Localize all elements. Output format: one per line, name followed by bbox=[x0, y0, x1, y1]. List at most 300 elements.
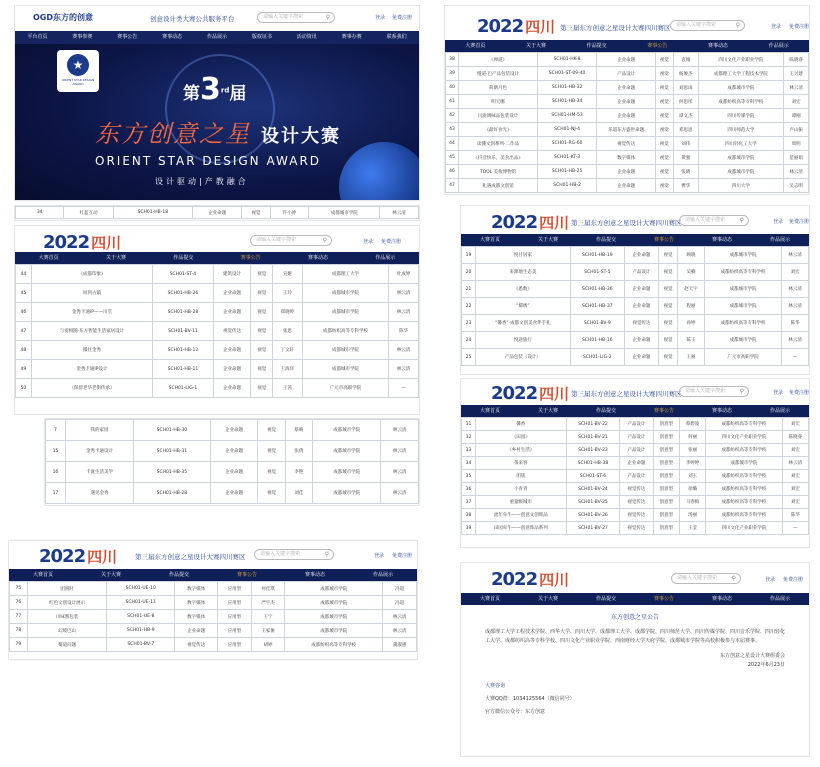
cell-author: 许小婷 bbox=[270, 207, 309, 219]
region-header bbox=[461, 379, 809, 405]
login-link[interactable]: 登录 bbox=[773, 219, 784, 225]
cell-no: 21 bbox=[462, 281, 476, 298]
register-link[interactable]: 免费注册 bbox=[783, 577, 804, 583]
nav-item-about[interactable]: 关于大赛 bbox=[537, 408, 558, 414]
notice-org: 东方创意之星设计大赛组委会 bbox=[719, 653, 785, 659]
cell-school: 成都城市学院 bbox=[698, 165, 784, 179]
cell-code: SCH01-NJ-4 bbox=[537, 123, 596, 137]
nav-item-works[interactable]: 作品展示 bbox=[769, 596, 790, 602]
register-link[interactable]: 免费注册 bbox=[392, 15, 413, 21]
cell-work: 《田园》 bbox=[475, 431, 566, 444]
nav-item-about[interactable]: 关于大赛 bbox=[537, 596, 558, 602]
cell-author: 徐璐 bbox=[679, 483, 705, 496]
cell-school: 四川传媒学院 bbox=[698, 109, 784, 123]
cell-author: 何思彤 bbox=[673, 95, 698, 109]
search-icon[interactable]: ⚲ bbox=[735, 22, 740, 29]
cell-teacher: 林云清 bbox=[389, 303, 419, 322]
register-link[interactable]: 免费注册 bbox=[789, 24, 810, 30]
cell-author: 邓思思 bbox=[673, 123, 698, 137]
table-row bbox=[46, 441, 419, 462]
cell-code: SCH01-LIG-1 bbox=[153, 379, 213, 398]
cell-code: SCH01-HB-18 bbox=[113, 207, 192, 219]
cell-author: 王丽 bbox=[678, 349, 705, 366]
region-logo[interactable]: 2022 四川 bbox=[491, 383, 570, 404]
nav-item-submit[interactable]: 作品提交 bbox=[595, 237, 616, 243]
register-link[interactable]: 免费注册 bbox=[381, 239, 402, 245]
search-input[interactable]: 请输入关键字搜索 ⚲ bbox=[670, 20, 745, 31]
cell-code: SCH01-ST-6 bbox=[566, 470, 619, 483]
cell-work: 金秀卡通IP设计 bbox=[31, 360, 152, 379]
cell-code: SCH01-HB-12 bbox=[153, 341, 213, 360]
cell-no: 49 bbox=[16, 360, 32, 379]
cell-code: SCH01-HB-32 bbox=[537, 81, 596, 95]
cell-teacher: 杜成婷 bbox=[389, 265, 419, 284]
cell-school: 四川大学 bbox=[698, 179, 784, 193]
nav-item-submit[interactable]: 作品提交 bbox=[168, 572, 189, 578]
nav-item-works[interactable]: 作品展示 bbox=[769, 237, 790, 243]
search-icon[interactable]: ⚲ bbox=[731, 575, 736, 582]
cell-school: 成都城市学院 bbox=[698, 151, 784, 165]
cell-category: 数字媒体 bbox=[175, 596, 218, 610]
cell-work: 礼遇成都文创馆 bbox=[459, 179, 538, 193]
table-row bbox=[446, 95, 809, 109]
nav-item-works[interactable]: 作品展示 bbox=[372, 572, 393, 578]
nav-item-host[interactable]: 赛事办赛 bbox=[341, 34, 362, 40]
search-input[interactable]: 请输入关键字搜索 ⚲ bbox=[250, 235, 332, 246]
cell-teacher: 林云清 bbox=[381, 462, 419, 483]
cell-type: 创意型 bbox=[653, 431, 679, 444]
cell-school: 成都城市学院 bbox=[285, 596, 383, 610]
cell-teacher: 林云清 bbox=[389, 360, 419, 379]
cell-category: 企业命题 bbox=[175, 624, 218, 638]
cell-no: 38 bbox=[462, 509, 476, 522]
region-header bbox=[461, 563, 809, 593]
nav-item-news[interactable]: 赛事动态 bbox=[711, 408, 732, 414]
nav-item-about[interactable]: 关于大赛 bbox=[100, 572, 121, 578]
cell-no: 48 bbox=[16, 341, 32, 360]
cell-type: 视觉 bbox=[251, 379, 273, 398]
nav-item-participate[interactable]: 赛事参赛 bbox=[72, 34, 93, 40]
cell-teacher: 林云清 bbox=[383, 610, 417, 624]
table-row bbox=[46, 462, 419, 483]
nav-item-news[interactable]: 赛事动态 bbox=[708, 43, 729, 49]
cell-school: 成都城市学院 bbox=[706, 457, 782, 470]
cell-author: 黄强 bbox=[673, 151, 698, 165]
cell-teacher: 刘宏 bbox=[782, 444, 808, 457]
cell-school: 成都纺织高等专科学校 bbox=[704, 315, 782, 332]
nav-item-notice[interactable]: 赛事公告 bbox=[653, 596, 674, 602]
region-header bbox=[461, 206, 809, 234]
cell-author: 张丽 bbox=[679, 444, 705, 457]
cell-school: 成都城市学院 bbox=[302, 341, 388, 360]
cell-no: 35 bbox=[462, 470, 476, 483]
register-link[interactable]: 免费注册 bbox=[789, 219, 810, 225]
cell-category: 企业命题 bbox=[620, 457, 653, 470]
results-table bbox=[445, 52, 809, 193]
results-table bbox=[45, 419, 419, 504]
cell-author: 杨俊杰 bbox=[673, 67, 698, 81]
table-row bbox=[16, 284, 419, 303]
cell-teacher: 范丽娟 bbox=[784, 151, 809, 165]
cell-school: 成都城市学院 bbox=[704, 247, 782, 264]
cell-category: 视觉传达 bbox=[620, 496, 653, 509]
cell-author: 刘伟 bbox=[673, 137, 698, 151]
cell-work: 悦途旅行 bbox=[476, 332, 571, 349]
cell-teacher: 刘宏 bbox=[784, 95, 809, 109]
nav-item-about[interactable]: 关于大赛 bbox=[105, 255, 126, 261]
search-input[interactable]: 请输入关键字搜索 ⚲ bbox=[679, 215, 749, 226]
cell-category: 数字媒体 bbox=[597, 151, 656, 165]
cell-work: 蜀道问题 bbox=[27, 638, 107, 652]
cell-teacher: 刘宏 bbox=[782, 418, 808, 431]
cell-school: 成都纺织高等专科学校 bbox=[706, 444, 782, 457]
table-row bbox=[462, 496, 809, 509]
cell-work: 明天哪 bbox=[459, 95, 538, 109]
cell-code: SCH01-BV-9 bbox=[570, 315, 624, 332]
cell-school: 广元市高职学院 bbox=[704, 349, 782, 366]
region-logo[interactable]: 2022 四川 bbox=[43, 232, 122, 253]
nav-item-about[interactable]: 关于大赛 bbox=[537, 237, 558, 243]
cell-author: 袁城 bbox=[673, 53, 698, 67]
cell-work: 《禅道》 bbox=[459, 53, 538, 67]
cell-school: 成都城市学院 bbox=[704, 332, 782, 349]
nav-item-notice[interactable]: 赛事公告 bbox=[647, 43, 668, 49]
cell-code: SCH01-HB-31 bbox=[134, 441, 210, 462]
cell-type: 视觉 bbox=[251, 284, 273, 303]
cell-work: 田园牵牛——创意饰品系列 bbox=[475, 522, 566, 535]
table-row bbox=[446, 179, 809, 193]
login-link[interactable]: 登录 bbox=[374, 553, 385, 559]
search-icon[interactable]: ⚲ bbox=[739, 388, 744, 395]
cell-teacher: 林云清 bbox=[383, 624, 417, 638]
cell-no: 22 bbox=[462, 298, 476, 315]
region-nav bbox=[461, 405, 809, 417]
cell-teacher: 冯超 bbox=[383, 596, 417, 610]
cell-work: 《成都印象》 bbox=[31, 265, 152, 284]
cell-work: 《保留老华老街传承》 bbox=[31, 379, 152, 398]
cell-work: 团簇 bbox=[475, 470, 566, 483]
cell-code: SCH01-BV-11 bbox=[153, 322, 213, 341]
cell-school: 四川轻化工大学 bbox=[698, 137, 784, 151]
nav-item-works[interactable]: 作品展示 bbox=[768, 43, 789, 49]
region-logo[interactable]: 2022 四川 bbox=[39, 546, 118, 567]
nav-item-news[interactable]: 赛事动态 bbox=[304, 572, 325, 578]
cell-work: 《最好食光》 bbox=[459, 123, 538, 137]
login-link[interactable]: 登录 bbox=[773, 390, 784, 396]
cell-type: 视觉 bbox=[655, 81, 673, 95]
cell-teacher: 林云清 bbox=[389, 341, 419, 360]
search-input[interactable]: 请输入关键字搜索 ⚲ bbox=[254, 549, 334, 560]
cell-teacher: — bbox=[782, 349, 809, 366]
cell-teacher: 林云清 bbox=[782, 298, 809, 315]
screenshot-table-2 bbox=[444, 5, 810, 195]
cell-category: 企业命题 bbox=[210, 483, 258, 504]
cell-category: 产品设计 bbox=[620, 418, 653, 431]
nav-item-submit[interactable]: 作品提交 bbox=[586, 43, 607, 49]
table-row bbox=[16, 379, 419, 398]
nav-item-notice[interactable]: 赛事公告 bbox=[236, 572, 257, 578]
contact-title: 大赛咨询 bbox=[485, 683, 506, 689]
cell-type: 视觉 bbox=[655, 137, 673, 151]
cell-teacher: 刘宏 bbox=[782, 264, 809, 281]
search-icon[interactable]: ⚲ bbox=[325, 14, 330, 21]
cell-work: 茶来客 bbox=[475, 457, 566, 470]
cell-author: 顾晓 bbox=[678, 247, 705, 264]
cell-category: 产品设计 bbox=[620, 444, 653, 457]
cell-work: 来源地生态美 bbox=[476, 264, 571, 281]
cell-code: SCH01-HB-34 bbox=[537, 95, 596, 109]
nav-item-submit[interactable]: 作品提交 bbox=[173, 255, 194, 261]
cell-teacher: — bbox=[389, 379, 419, 398]
cell-type: 视觉 bbox=[251, 322, 273, 341]
login-link[interactable]: 登录 bbox=[375, 15, 386, 21]
cell-category: 企业命题 bbox=[210, 441, 258, 462]
cell-teacher: 卢山振 bbox=[784, 123, 809, 137]
search-icon[interactable]: ⚲ bbox=[322, 237, 327, 244]
cell-code: SCH01-BV-7 bbox=[107, 638, 175, 652]
nav-item-home[interactable]: 大赛首页 bbox=[38, 255, 59, 261]
nav-item-copyright[interactable]: 版权证书 bbox=[251, 34, 272, 40]
cell-type: 视觉 bbox=[655, 151, 673, 165]
cell-author: 张思 bbox=[273, 322, 303, 341]
login-link[interactable]: 登录 bbox=[765, 577, 776, 583]
region-logo[interactable]: 2022 四川 bbox=[477, 16, 556, 37]
login-link[interactable]: 登录 bbox=[363, 239, 374, 245]
cell-no: 34 bbox=[462, 457, 476, 470]
cell-category: 产品设计 bbox=[620, 431, 653, 444]
cell-teacher: 林云清 bbox=[380, 207, 419, 219]
nav-item-works[interactable]: 作品展示 bbox=[769, 408, 790, 414]
nav-item-notice[interactable]: 赛事公告 bbox=[653, 237, 674, 243]
cell-type: 视觉 bbox=[658, 349, 677, 366]
table-row bbox=[462, 431, 809, 444]
cell-school: 广元市高职学院 bbox=[302, 379, 388, 398]
cell-category: 企业命题 bbox=[597, 179, 656, 193]
cell-teacher: 林云清 bbox=[784, 165, 809, 179]
cell-category: 视觉传达 bbox=[620, 483, 653, 496]
cell-teacher: 林云清 bbox=[782, 281, 809, 298]
search-placeholder: 请输入关键字搜索 bbox=[263, 14, 304, 20]
table-row bbox=[16, 341, 419, 360]
badge-text: ORIENT STAR DESIGN AWARD bbox=[61, 78, 95, 86]
screenshot-notice bbox=[460, 562, 810, 757]
cell-school: 成都城市学院 bbox=[302, 360, 388, 379]
nav-item-home[interactable]: 大赛首页 bbox=[479, 237, 500, 243]
table-row bbox=[462, 522, 809, 535]
nav-item-contact[interactable]: 联系我们 bbox=[386, 34, 407, 40]
cell-type: 创意型 bbox=[653, 444, 679, 457]
region-header bbox=[15, 226, 419, 260]
cell-author: 王家俊 bbox=[251, 624, 285, 638]
cell-school: 四川文化产业职业学院 bbox=[706, 431, 782, 444]
cell-type: 创意型 bbox=[653, 483, 679, 496]
nav-item-news[interactable]: 赛事动态 bbox=[307, 255, 328, 261]
cell-school: 成都纺织高等专科学校 bbox=[698, 95, 784, 109]
cell-no: 46 bbox=[446, 165, 459, 179]
cell-no: 45 bbox=[446, 151, 459, 165]
cell-code: SCH01-HB-26 bbox=[153, 284, 213, 303]
region-logo[interactable]: 2022 四川 bbox=[491, 212, 570, 233]
nav-item-submit[interactable]: 作品提交 bbox=[595, 408, 616, 414]
contact-wx: 官方微信公众号：东方创意 bbox=[485, 709, 546, 715]
table-row bbox=[462, 349, 809, 366]
cell-work: 流年牵牛——创意文创饰品 bbox=[475, 509, 566, 522]
main-title: 东方创意之星 设计大赛 bbox=[95, 120, 341, 148]
cell-no: 33 bbox=[462, 444, 476, 457]
table-row bbox=[446, 53, 809, 67]
cell-type: 视觉 bbox=[655, 179, 673, 193]
search-input[interactable]: 请输入关键字搜索 ⚲ bbox=[679, 386, 749, 397]
nav-item-home[interactable]: 大赛首页 bbox=[465, 43, 486, 49]
cell-type: 视觉 bbox=[258, 420, 285, 441]
results-table bbox=[15, 264, 419, 398]
cell-author: 王茜 bbox=[273, 379, 303, 398]
cell-category: 企业命题 bbox=[213, 379, 251, 398]
cell-category: 数字媒体 bbox=[175, 610, 218, 624]
nav-item-about[interactable]: 关于大赛 bbox=[526, 43, 547, 49]
cell-type: 视觉 bbox=[658, 281, 677, 298]
cell-school: 成都城市学院 bbox=[302, 303, 388, 322]
cell-no: 32 bbox=[462, 431, 476, 444]
cell-no: 36 bbox=[462, 483, 476, 496]
screenshot-table-4 bbox=[460, 205, 810, 375]
region-nav bbox=[9, 569, 417, 581]
cell-author: 李艳 bbox=[285, 462, 312, 483]
nav-item-home[interactable]: 平台首页 bbox=[27, 34, 48, 40]
cell-no: 7 bbox=[46, 420, 66, 441]
cell-work: 荷塘月色 bbox=[459, 81, 538, 95]
cell-no: 24 bbox=[462, 332, 476, 349]
cell-type: 视觉 bbox=[251, 341, 273, 360]
cell-no: 42 bbox=[446, 109, 459, 123]
cell-type: 视觉 bbox=[258, 483, 285, 504]
cell-author: 曹华 bbox=[673, 179, 698, 193]
region-logo[interactable]: 2022 四川 bbox=[491, 569, 570, 590]
table-row bbox=[10, 638, 417, 652]
cell-work: 读懂文创系列·二作品 bbox=[459, 137, 538, 151]
cell-author: 张晓 bbox=[673, 165, 698, 179]
nav-item-submit[interactable]: 作品提交 bbox=[595, 596, 616, 602]
cell-code: SCH01-HM-53 bbox=[537, 109, 596, 123]
cell-author: 王莹 bbox=[679, 522, 705, 535]
cell-category: 企业命题 bbox=[210, 462, 258, 483]
cell-author: 赵天宇 bbox=[678, 281, 705, 298]
nav-item-works[interactable]: 作品展示 bbox=[207, 34, 228, 40]
cell-type: 视觉 bbox=[258, 441, 285, 462]
cell-code: SCH01-RG-60 bbox=[537, 137, 596, 151]
cell-category: 建筑设计 bbox=[213, 265, 251, 284]
nav-item-notice[interactable]: 赛事公告 bbox=[240, 255, 261, 261]
cell-type: 视觉 bbox=[655, 123, 673, 137]
cell-teacher: 林云清 bbox=[782, 457, 808, 470]
cell-no: 15 bbox=[46, 441, 66, 462]
cell-category: 视觉传达 bbox=[175, 638, 218, 652]
table-row bbox=[446, 151, 809, 165]
cell-category: 乐道东方盛世命题 bbox=[597, 123, 656, 137]
cell-no: 43 bbox=[446, 123, 459, 137]
cell-category: 视觉传达 bbox=[624, 315, 658, 332]
search-input[interactable] bbox=[257, 12, 335, 23]
cell-code: SCH01-HB-37 bbox=[570, 298, 624, 315]
cell-school: 成都理工大学工程技术学院 bbox=[698, 67, 784, 81]
cell-school: 成都纺织高等专科学校 bbox=[706, 470, 782, 483]
cell-author: 吴楠 bbox=[678, 264, 705, 281]
nav-item-news[interactable]: 赛事动态 bbox=[711, 596, 732, 602]
contact-qq: 大赛QQ群：1034125564（微信同号） bbox=[485, 696, 575, 702]
cell-teacher: 林云清 bbox=[381, 420, 419, 441]
planet-graphic bbox=[339, 142, 419, 201]
search-input[interactable]: 请输入关键字搜索 ⚲ bbox=[671, 573, 741, 584]
nav-item-home[interactable]: 大赛首页 bbox=[479, 596, 500, 602]
screenshot-strip bbox=[14, 205, 420, 221]
cell-type: 视觉 bbox=[655, 53, 673, 67]
cell-school: 成都城市学院 bbox=[285, 610, 383, 624]
cell-school: 成都纺织高等专科学校 bbox=[302, 322, 388, 341]
cell-work: 金秀卡通设计 bbox=[65, 441, 133, 462]
cell-no: 16 bbox=[46, 462, 66, 483]
cell-category: 数字媒体 bbox=[175, 582, 218, 596]
nav-item-news[interactable]: 赛事动态 bbox=[711, 237, 732, 243]
cell-author: 胡婷 bbox=[251, 638, 285, 652]
nav-item-notice[interactable]: 赛事公告 bbox=[653, 408, 674, 414]
cell-author: 马春梅 bbox=[679, 496, 705, 509]
cell-no: 38 bbox=[446, 53, 459, 67]
cell-category: 视觉传达 bbox=[620, 522, 653, 535]
cell-category: 企业命题 bbox=[597, 165, 656, 179]
cell-code: SCH01-ST-5 bbox=[570, 264, 624, 281]
cell-no: 31 bbox=[462, 418, 476, 431]
cell-code: SCH01-HB-30 bbox=[134, 420, 210, 441]
cell-author: 何佳琪 bbox=[251, 582, 285, 596]
cell-category: 企业命题 bbox=[624, 247, 658, 264]
cell-category: 企业命题 bbox=[213, 303, 251, 322]
region-title: 第三届东方创意之星设计大赛四川赛区 bbox=[135, 553, 246, 561]
ogd-logo[interactable]: OGD东方的创意 bbox=[33, 13, 94, 22]
cell-code: SCH01-ST-09-40 bbox=[537, 67, 596, 81]
cell-school: 成都纺织高等专科学校 bbox=[706, 418, 782, 431]
cell-type: 视觉 bbox=[242, 207, 270, 219]
nav-item-home[interactable]: 大赛首页 bbox=[32, 572, 53, 578]
nav-item-works[interactable]: 作品展示 bbox=[375, 255, 396, 261]
cell-work: 红蓝互动 bbox=[64, 207, 113, 219]
nav-item-notice[interactable]: 赛事公告 bbox=[117, 34, 138, 40]
cell-work: 川渝调味品包装设计 bbox=[459, 109, 538, 123]
nav-item-activity[interactable]: 活动资讯 bbox=[296, 34, 317, 40]
cell-work: 慢道·巴产品包装设计 bbox=[459, 67, 538, 81]
nav-item-home[interactable]: 大赛首页 bbox=[479, 408, 500, 414]
cell-school: 成都城市学院 bbox=[285, 624, 383, 638]
screenshot-table-3b bbox=[44, 418, 420, 506]
cell-author: 刘佳 bbox=[285, 483, 312, 504]
cell-no: 78 bbox=[10, 624, 28, 638]
search-icon[interactable]: ⚲ bbox=[324, 551, 329, 558]
nav-item-news[interactable]: 赛事动态 bbox=[162, 34, 183, 40]
cell-work: 幻境巴山 bbox=[27, 624, 107, 638]
register-link[interactable]: 免费注册 bbox=[789, 390, 810, 396]
cell-category: 企业命题 bbox=[597, 95, 656, 109]
login-link[interactable]: 登录 bbox=[771, 24, 782, 30]
register-link[interactable]: 免费注册 bbox=[392, 553, 413, 559]
cell-code: SCH01-BV-25 bbox=[566, 496, 619, 509]
search-icon[interactable]: ⚲ bbox=[739, 217, 744, 224]
cell-type: 视觉 bbox=[658, 264, 677, 281]
cell-type: 视觉 bbox=[658, 315, 677, 332]
region-title: 第三届东方创意之星设计大赛四川赛区 bbox=[560, 24, 671, 32]
notice-title: 东方创意之星公告 bbox=[610, 614, 659, 621]
cell-type: 视觉 bbox=[251, 265, 273, 284]
cell-school: 四川文化产业职业学院 bbox=[698, 53, 784, 67]
cell-work: 悦目居家 bbox=[476, 247, 571, 264]
